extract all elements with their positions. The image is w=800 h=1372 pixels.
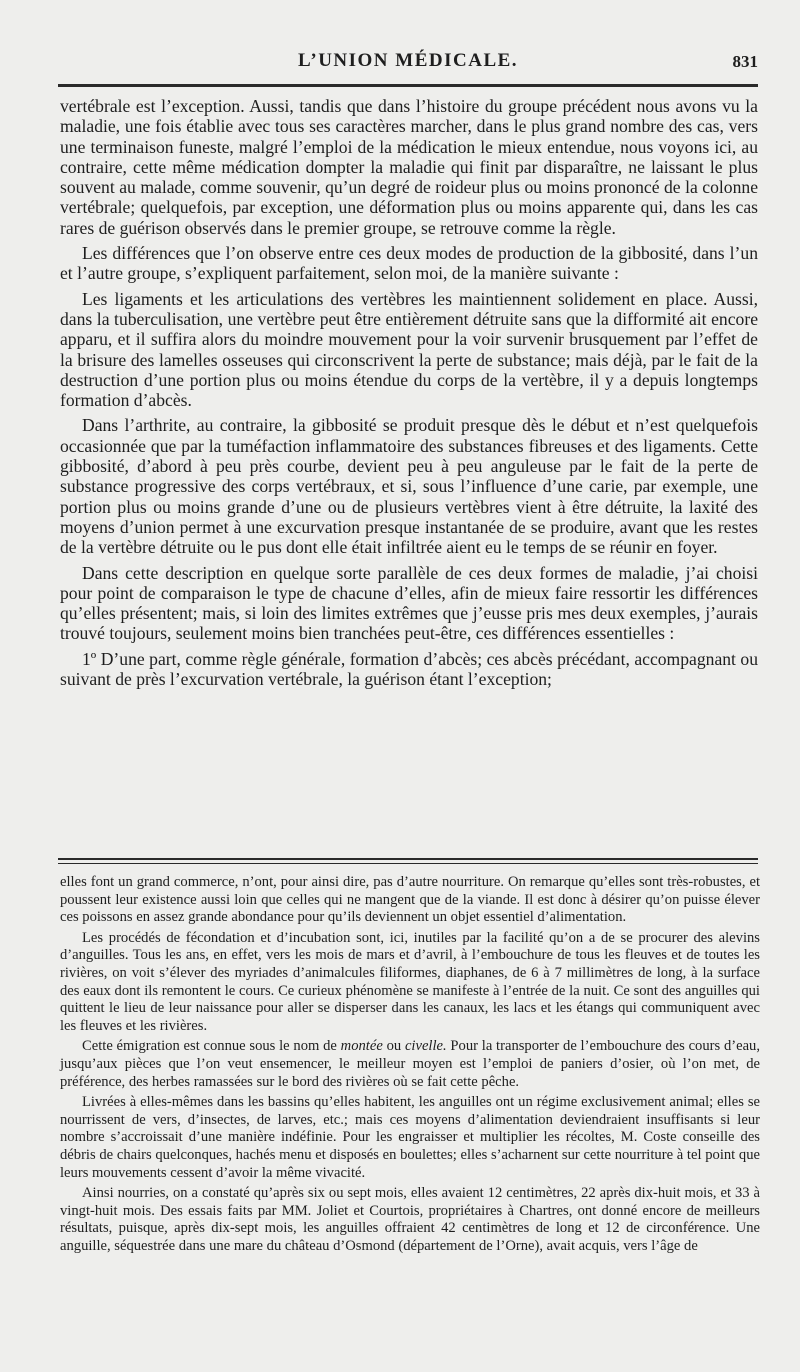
page-number: 831 — [732, 52, 758, 71]
feuilleton-paragraph: Ainsi nourries, on a constaté qu’après six ou sept mois, elles avaient 12 centimètres, 22 après dix-huit mois, et 33 à vingt-huit mois. Des essais faits par MM. Joliet et Courtois, propriétaires à Chartres, ont donné encore de meilleurs résultats, puisque, après dix-sept mois, les anguilles offraient 42 centimètres de long et 12 de circonférence. Une anguille, séquestrée dans une mare du château d’Osmond (département de l’Orne), avait acquis, vers l’âge de — [60, 1185, 760, 1254]
main-text — [60, 96, 758, 694]
main-paragraph: 1º D’une part, comme règle générale, formation d’abcès; ces abcès précédant, accompagnant ou suivant de près l’excurvation vertébrale, la guérison étant l’exception; — [60, 648, 758, 690]
feuilleton-paragraph: elles font un grand commerce, n’ont, pour ainsi dire, pas d’autre nourriture. On remarque qu’elles sont très-robustes, et poussent leur existence aussi loin que celles qui ne mangent que de la viande. Il est donc à désirer qu’on puisse élever ces poissons en assez grande abondance pour qu’ils deviennent un objet essentiel d’alimentation. — [60, 874, 760, 926]
header-rule — [58, 84, 758, 87]
main-paragraph: Les ligaments et les articulations des vertèbres les maintiennent solidement en place. Aussi, dans la tuberculisation, une vertèbre peut être entièrement détruite sans que la difformité ait encore apparu, et il suffira alors du moindre mouvement pour la voir survenir brusquement par l’effet de la brisure des lamelles osseuses qui circonscrivent la perte de substance; mais déjà, par le fait de la destruction d’une portion plus ou moins étendue du corps de la vertèbre, il y a depuis longtemps formation d’abcès. — [60, 288, 758, 411]
journal-title: L’UNION MÉDICALE. — [297, 50, 519, 71]
italic-term: montée — [340, 1038, 383, 1055]
feuilleton-paragraph: Les procédés de fécondation et d’incubation sont, ici, inutiles par la facilité qu’on a de se procurer des alevins d’anguilles. Tous les ans, en effet, vers les mois de mars et d’avril, à l’embouchure de tous les fleuves et de toutes les rivières, on voit s’élever des myriades d’animalcules filiformes, diaphanes, de 6 à 7 millimètres de long, à la surface des eaux dont ils remontent le cours. Ce curieux phénomène se manifeste à l’entrée de la nuit. Ce sont des anguilles qui quittent le lieu de leur naissance pour aller se disperser dans les canaux, les lacs et les étangs qui communiquent avec les fleuves et les rivières. — [60, 929, 760, 1034]
feuilleton-text — [60, 874, 760, 1258]
main-paragraph: vertébrale est l’exception. Aussi, tandis que dans l’histoire du groupe précédent nous avons vu la maladie, une fois établie avec tous ses caractères marcher, dans le plus grand nombre des cas, vers une terminaison funeste, malgré l’emploi de la médication le mieux entendue, nous voyons ici, au contraire, cette même médication dompter la maladie qui finit par disparaître, ne laissant le plus souvent au malade, comme souvenir, qu’un degré de roideur plus ou moins prononcé de la colonne vertébrale; quelquefois, par exception, une déformation plus ou moins apparente qui, dans les cas rares de guérison observés dans le premier groupe, se retrouve comme la règle. — [60, 96, 758, 238]
running-header — [58, 48, 758, 78]
main-paragraph: Dans cette description en quelque sorte parallèle de ces deux formes de maladie, j’ai choisi pour point de comparaison le type de chacune d’elles, afin de mieux faire ressortir les différences qu’elles présentent; mais, si loin des limites extrêmes que j’eusse pris mes deux exemples, j’aurais trouvé toujours, seulement moins bien tranchées peut-être, ces différences essentielles : — [60, 562, 758, 644]
text-run: Cette émigration est connue sous le nom de — [82, 1038, 341, 1055]
feuilleton-paragraph: Livrées à elles-mêmes dans les bassins qu’elles habitent, les anguilles ont un régime exclusivement animal; elles se nourrissent de vers, d’insectes, de larves, etc.; mais ces moyens d’alimentation deviendraient insuffisants si leur nombre s’accroissait d’une manière indéfinie. Pour les engraisser et multiplier les récoltes, M. Coste conseille des débris de chairs quelconques, hachés menu et disposés en boulettes; elles s’acharnent sur cette nourriture à tel point que leurs mouvements cessent d’avoir la même vivacité. — [60, 1094, 760, 1181]
main-paragraph: Les différences que l’on observe entre ces deux modes de production de la gibbosité, dans l’un et l’autre groupe, s’expliquent parfaitement, selon moi, de la manière suivante : — [60, 243, 758, 284]
main-paragraph: Dans l’arthrite, au contraire, la gibbosité se produit presque dès le début et n’est quelquefois occasionnée que par la tuméfaction inflammatoire des substances fibreuses et des ligaments. Cette gibbosité, d’abord à peu près courbe, devient peu à peu anguleuse par le fait de la perte de substance progressive des corps vertébraux, et si, sous l’influence d’une carie, par exemple, une portion plus ou moins grande d’une ou de plusieurs vertèbres vient à être détruite, la laxité des moyens d’union permet à une excurvation presque instantanée de se produire, avant que les restes de la vertèbre détruite ou le pus dont elle était infiltrée aient eu le temps de se réunir en foyer. — [60, 415, 758, 558]
text-run: Pour la transporter de l’embouchure des cours d’eau, jusqu’aux pièces que l’on veut ensemencer, le meilleur moyen est l’emploi de paniers d’osier, où l’on met, de préférence, des herbes ramassées sur le bord des rivières où se fait cette pêche. — [60, 1038, 761, 1090]
text-run: ou — [382, 1038, 405, 1055]
feuilleton-separator — [58, 858, 758, 864]
italic-term: civelle. — [404, 1038, 447, 1055]
feuilleton-paragraph — [60, 1038, 760, 1091]
